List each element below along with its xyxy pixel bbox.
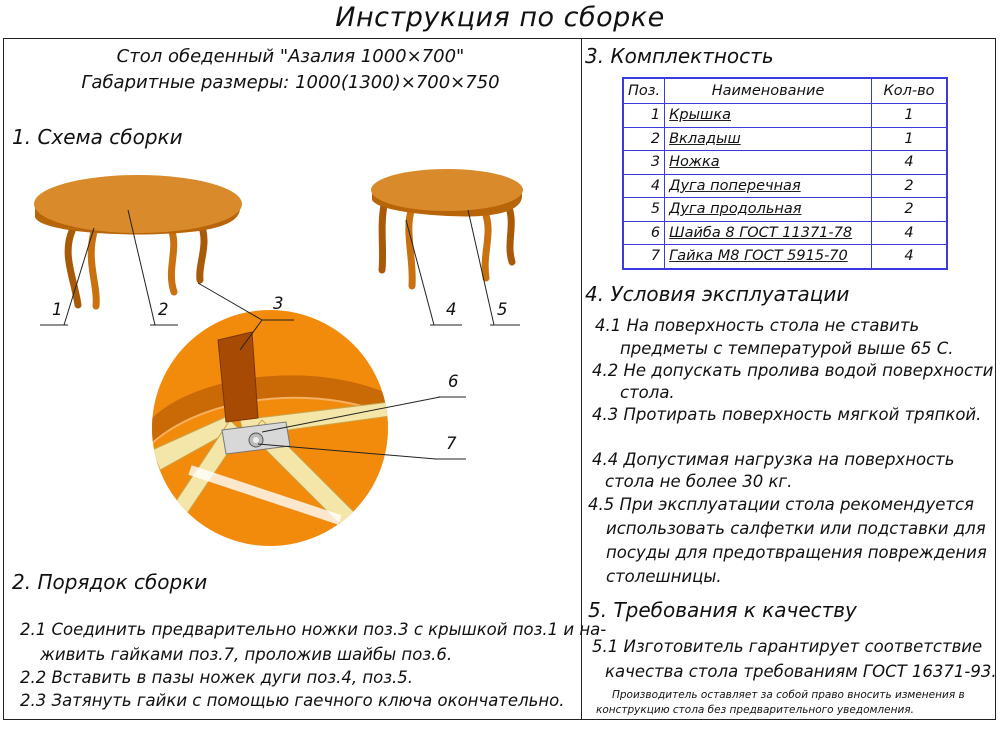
table-row: [623, 174, 947, 198]
callout-6: 6: [448, 372, 459, 391]
cell-name: Дуга поперечная: [665, 174, 872, 198]
callout-2: 2: [158, 300, 169, 319]
cell-qty: 1: [872, 127, 948, 151]
cell-name: Ножка: [665, 151, 872, 175]
cell-name: Дуга продольная: [665, 198, 872, 222]
section-1-heading: 1. Схема сборки: [12, 125, 183, 149]
cond-4-5-cont2: посуды для предотвращения повреждения: [606, 543, 987, 562]
cell-name: Шайба 8 ГОСТ 11371-78: [665, 221, 872, 245]
product-dimensions: Габаритные размеры: 1000(1300)×700×750: [81, 72, 500, 93]
cond-4-5: 4.5 При эксплуатации стола рекомендуется: [588, 495, 974, 514]
cell-qty: 2: [872, 198, 948, 222]
assembly-detail-view: [150, 310, 400, 546]
section-2-heading: 2. Порядок сборки: [12, 570, 208, 594]
cond-4-1: 4.1 На поверхность стола не ставить: [595, 316, 920, 335]
disclaimer-line-1: Производитель оставляет за собой право вносить изменения в: [612, 689, 965, 701]
cell-pos: 4: [623, 174, 665, 198]
cond-4-1-cont: предметы с температурой выше 65 С.: [620, 339, 954, 358]
step-2-2: 2.2 Вставить в пазы ножек дуги поз.4, поз.5.: [20, 668, 413, 687]
section-3-heading: 3. Комплектность: [585, 44, 774, 68]
cond-4-4-cont: стола не более 30 кг.: [605, 472, 793, 491]
table-row: [623, 104, 947, 128]
cell-qty: 4: [872, 221, 948, 245]
table-row: [623, 127, 947, 151]
cond-4-2-cont: стола.: [620, 383, 675, 402]
cell-qty: 1: [872, 104, 948, 128]
product-name: Стол обеденный "Азалия 1000×700": [116, 46, 465, 67]
table-round-illustration: [371, 169, 523, 286]
step-2-1: 2.1 Соединить предварительно ножки поз.3 с крышкой поз.1 и на-: [20, 620, 607, 639]
cell-pos: 7: [623, 245, 665, 269]
table-oval-illustration: [34, 175, 242, 306]
cond-4-5-cont3: столешницы.: [606, 567, 722, 586]
col-name-header: Наименование: [665, 78, 872, 104]
cell-pos: 3: [623, 151, 665, 175]
page-title: Инструкция по сборке: [335, 2, 665, 33]
parts-table: [622, 77, 948, 270]
table-row: [623, 198, 947, 222]
section-5-heading: 5. Требования к качеству: [588, 598, 857, 622]
cell-qty: 4: [872, 151, 948, 175]
col-pos-header: Поз.: [623, 78, 665, 104]
cell-name: Вкладыш: [665, 127, 872, 151]
cell-pos: 2: [623, 127, 665, 151]
quality-5-1: 5.1 Изготовитель гарантирует соответствие: [592, 637, 983, 656]
cell-qty: 2: [872, 174, 948, 198]
cell-pos: 5: [623, 198, 665, 222]
table-row: [623, 151, 947, 175]
step-2-1-cont: живить гайками поз.7, проложив шайбы поз.6.: [40, 645, 453, 664]
callout-4: 4: [446, 300, 457, 319]
table-row: [623, 245, 947, 269]
table-row: [623, 221, 947, 245]
cell-pos: 1: [623, 104, 665, 128]
callout-3: 3: [273, 294, 284, 313]
cell-name: Крышка: [665, 104, 872, 128]
callout-7: 7: [446, 434, 457, 453]
col-qty-header: Кол-во: [872, 78, 948, 104]
cell-name: Гайка М8 ГОСТ 5915-70: [665, 245, 872, 269]
quality-5-1-cont: качества стола требованиям ГОСТ 16371-93.: [605, 662, 997, 681]
step-2-3: 2.3 Затянуть гайки с помощью гаечного ключа окончательно.: [20, 691, 565, 710]
cell-pos: 6: [623, 221, 665, 245]
cond-4-5-cont1: использовать салфетки или подставки для: [606, 519, 986, 538]
callout-1: 1: [52, 300, 63, 319]
cond-4-4: 4.4 Допустимая нагрузка на поверхность: [592, 450, 955, 469]
cell-qty: 4: [872, 245, 948, 269]
cond-4-3: 4.3 Протирать поверхность мягкой тряпкой.: [592, 405, 982, 424]
disclaimer-line-2: конструкцию стола без предварительного уведомления.: [596, 704, 914, 716]
section-4-heading: 4. Условия эксплуатации: [585, 282, 850, 306]
callout-5: 5: [497, 300, 508, 319]
table-header-row: [623, 78, 947, 104]
cond-4-2: 4.2 Не допускать пролива водой поверхности: [592, 361, 994, 380]
